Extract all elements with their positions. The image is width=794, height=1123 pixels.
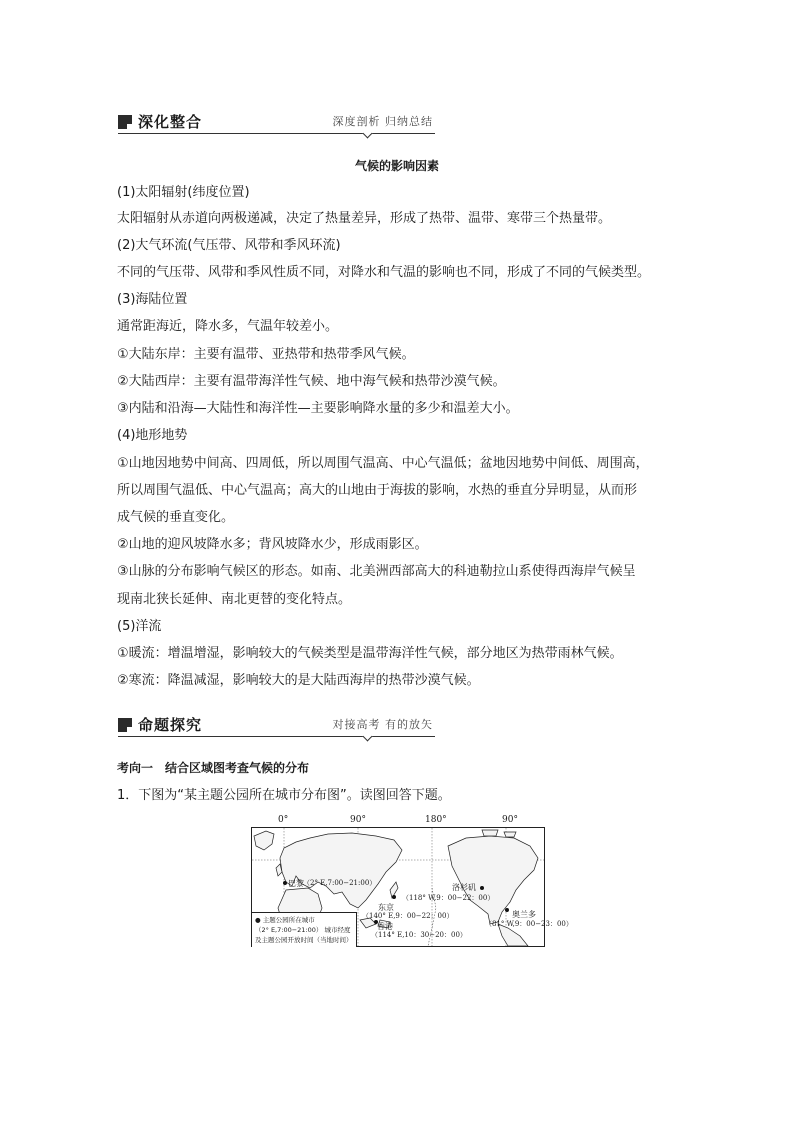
text-line: ①山地因地势中间高、四周低，所以周围气温高、中心气温低；盆地因地势中间低、周围高，	[117, 456, 649, 471]
degree-label-90e: 90°	[350, 815, 366, 825]
text-line: 通常距海近，降水多，气温年较差小。	[117, 319, 339, 334]
question-text: 1．下图为“某主题公园所在城市分布图”。读图回答下题。	[117, 788, 451, 803]
section-notch	[363, 129, 373, 139]
text-line: 现南北狭长延伸、南北更替的变化特点。	[117, 592, 352, 607]
legend-line: ● 主题公园所在城市	[255, 916, 315, 924]
text-line: (3)海陆位置	[117, 292, 188, 307]
section-square-icon	[118, 718, 132, 732]
city-info-paris: （2° E,7:00−21:00）	[303, 879, 377, 887]
city-dot-tokyo	[392, 895, 396, 899]
city-info-orlando: （81° W,9：00−23：00）	[485, 920, 573, 928]
degree-label-90w: 90°	[502, 815, 518, 825]
city-label-paris: 巴黎	[288, 879, 304, 888]
section-title: 深化整合	[138, 113, 203, 131]
city-info-hk: （114° E,10：30−20：00）	[371, 931, 467, 939]
text-line: (4)地形地势	[117, 428, 188, 443]
text-line: ②大陆西岸：主要有温带海洋性气候、地中海气候和热带沙漠气候。	[117, 374, 506, 389]
text-line: ②山地的迎风坡降水多；背风坡降水少，形成雨影区。	[117, 537, 428, 552]
section-subtitle: 对接高考 有的放矢	[332, 718, 433, 731]
text-line: ①大陆东岸：主要有温带、亚热带和热带季风气候。	[117, 347, 415, 362]
text-line: 太阳辐射从赤道向两极递减，决定了热量差异，形成了热带、温带、寒带三个热量带。	[117, 211, 612, 226]
section-square-icon	[118, 115, 132, 129]
section-notch	[363, 732, 373, 742]
city-label-hk: 香港	[377, 922, 393, 931]
text-line: ③山脉的分布影响气候区的形态。如南、北美洲西部高大的科迪勒拉山系使得西海岸气候呈	[117, 564, 636, 579]
legend-line: （2° E,7:00−21:00） 城市经度	[255, 926, 351, 934]
degree-label-0: 0°	[278, 815, 289, 825]
city-label-la: 洛杉矶	[452, 883, 476, 892]
city-dot-orlando	[505, 908, 509, 912]
text-line: 所以周围气温低、中心气温高；高大的山地由于海拔的影响，水热的垂直分异明显，从而形	[117, 483, 638, 498]
section-title: 命题探究	[138, 716, 203, 734]
city-label-tokyo: 东京	[378, 903, 394, 912]
city-dot-la	[480, 886, 484, 890]
text-line: ②寒流：降温减湿，影响较大的是大陆西海岸的热带沙漠气候。	[117, 673, 480, 688]
section-subtitle: 深度剖析 归纳总结	[332, 115, 433, 128]
text-line: (5)洋流	[117, 619, 162, 634]
text-line: ①暖流：增温增湿，影响较大的气候类型是温带海洋性气候，部分地区为热带雨林气候。	[117, 646, 623, 661]
text-line: 成气候的垂直变化。	[117, 510, 235, 525]
section-header-exploration	[118, 715, 435, 739]
city-label-orlando: 奥兰多	[512, 910, 536, 919]
degree-label-180: 180°	[425, 815, 447, 825]
text-line: (2)大气环流(气压带、风带和季风环流)	[117, 238, 341, 253]
city-info-tokyo: （140° E,9：00−22：00）	[362, 912, 454, 920]
city-info-la: （118° W,9：00−22：00）	[402, 894, 495, 902]
section-rule	[118, 133, 435, 134]
topic-title: 气候的影响因素	[354, 159, 439, 173]
city-dot-paris	[283, 881, 287, 885]
text-line: ③内陆和沿海—大陆性和海洋性—主要影响降水量的多少和温差大小。	[117, 401, 519, 416]
legend-line: 及主题公园开放时间（当地时间）	[255, 936, 353, 944]
exam-direction: 考向一 结合区域图考查气候的分布	[117, 761, 310, 775]
section-rule	[118, 736, 435, 737]
text-line: (1)太阳辐射(纬度位置)	[117, 185, 250, 200]
text-line: 不同的气压带、风带和季风性质不同，对降水和气温的影响也不同，形成了不同的气候类型。	[117, 265, 651, 280]
section-header-integration	[118, 112, 435, 136]
map-legend	[252, 912, 357, 947]
